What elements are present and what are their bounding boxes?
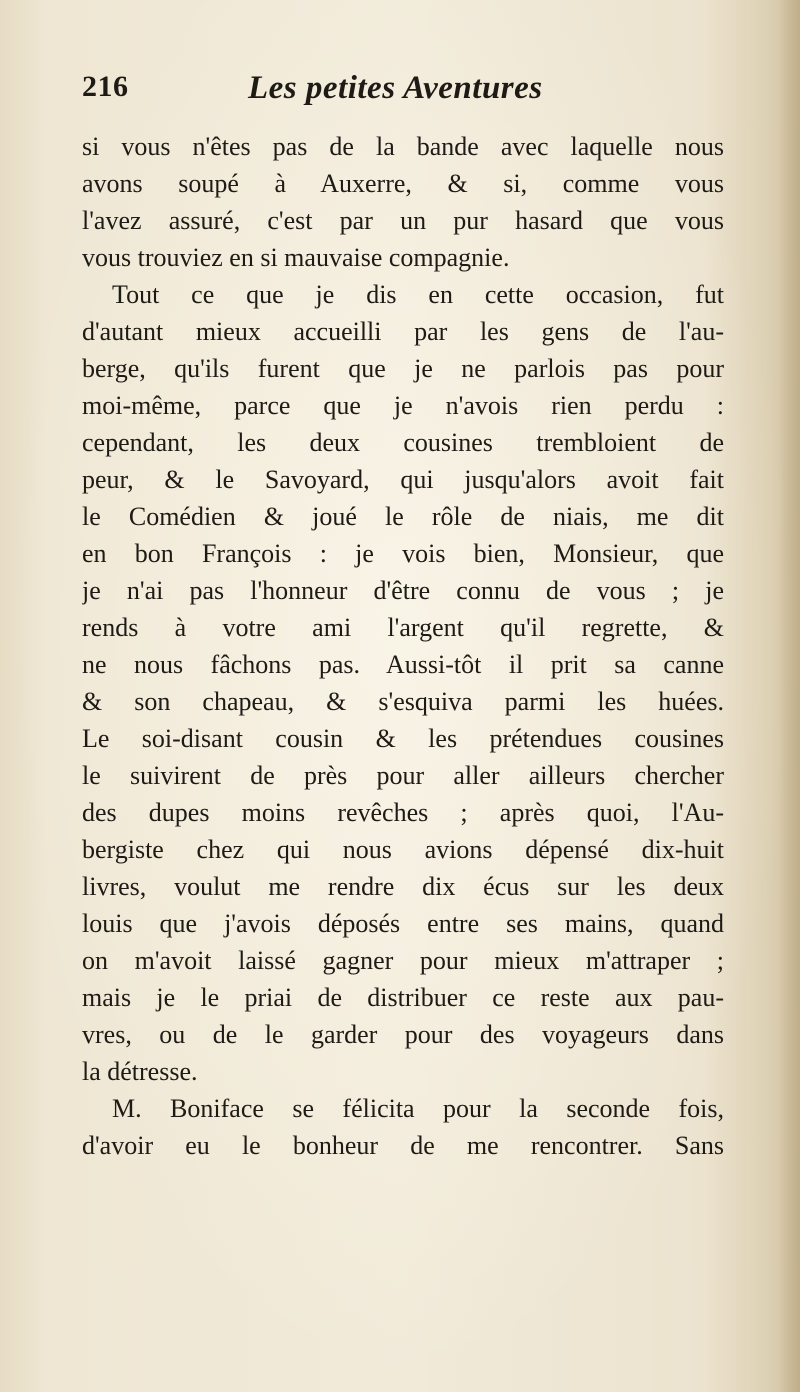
text-line: livres, voulut me rendre dix écus sur les deux (82, 872, 724, 901)
text-line: ne nous fâchons pas. Aussi-tôt il prit sa canne (82, 650, 724, 679)
text-line: je n'ai pas l'honneur d'être connu de vous ; je (82, 576, 724, 605)
page-header (82, 70, 722, 116)
text-line: l'avez assuré, c'est par un pur hasard que vous (82, 206, 724, 235)
text-line: le suivirent de près pour aller ailleurs chercher (82, 761, 724, 790)
paragraph-start-line: M. Boniface se félicita pour la seconde fois, (112, 1094, 724, 1123)
text-line: cependant, les deux cousines trembloient de (82, 428, 724, 457)
text-line: avons soupé à Auxerre, & si, comme vous (82, 169, 724, 198)
text-line: vous trouviez en si mauvaise compagnie. (82, 243, 510, 272)
paragraph-start-line: Tout ce que je dis en cette occasion, fut (112, 280, 724, 309)
running-title: Les petites Aventures (248, 70, 543, 106)
page-number: 216 (82, 70, 129, 103)
text-line: des dupes moins revêches ; après quoi, l'Au- (82, 798, 724, 827)
text-line: le Comédien & joué le rôle de niais, me dit (82, 502, 724, 531)
text-line: d'autant mieux accueilli par les gens de l'au- (82, 317, 724, 346)
text-line: vres, ou de le garder pour des voyageurs dans (82, 1020, 724, 1049)
text-line: peur, & le Savoyard, qui jusqu'alors avoit fait (82, 465, 724, 494)
text-line: berge, qu'ils furent que je ne parlois pas pour (82, 354, 724, 383)
body-text (82, 128, 724, 1164)
page-edge-shadow (778, 0, 800, 1392)
text-line: & son chapeau, & s'esquiva parmi les huées. (82, 687, 724, 716)
text-line: Le soi-disant cousin & les prétendues cousines (82, 724, 724, 753)
text-line: en bon François : je vois bien, Monsieur, que (82, 539, 724, 568)
text-line: bergiste chez qui nous avions dépensé dix-huit (82, 835, 724, 864)
text-line: louis que j'avois déposés entre ses mains, quand (82, 909, 724, 938)
text-line: rends à votre ami l'argent qu'il regrette, & (82, 613, 724, 642)
text-line: mais je le priai de distribuer ce reste aux pau- (82, 983, 724, 1012)
text-line: on m'avoit laissé gagner pour mieux m'attraper ; (82, 946, 724, 975)
text-line: si vous n'êtes pas de la bande avec laquelle nous (82, 132, 724, 161)
text-line: moi-même, parce que je n'avois rien perdu : (82, 391, 724, 420)
text-line: d'avoir eu le bonheur de me rencontrer. Sans (82, 1131, 724, 1160)
text-line: la détresse. (82, 1057, 198, 1086)
